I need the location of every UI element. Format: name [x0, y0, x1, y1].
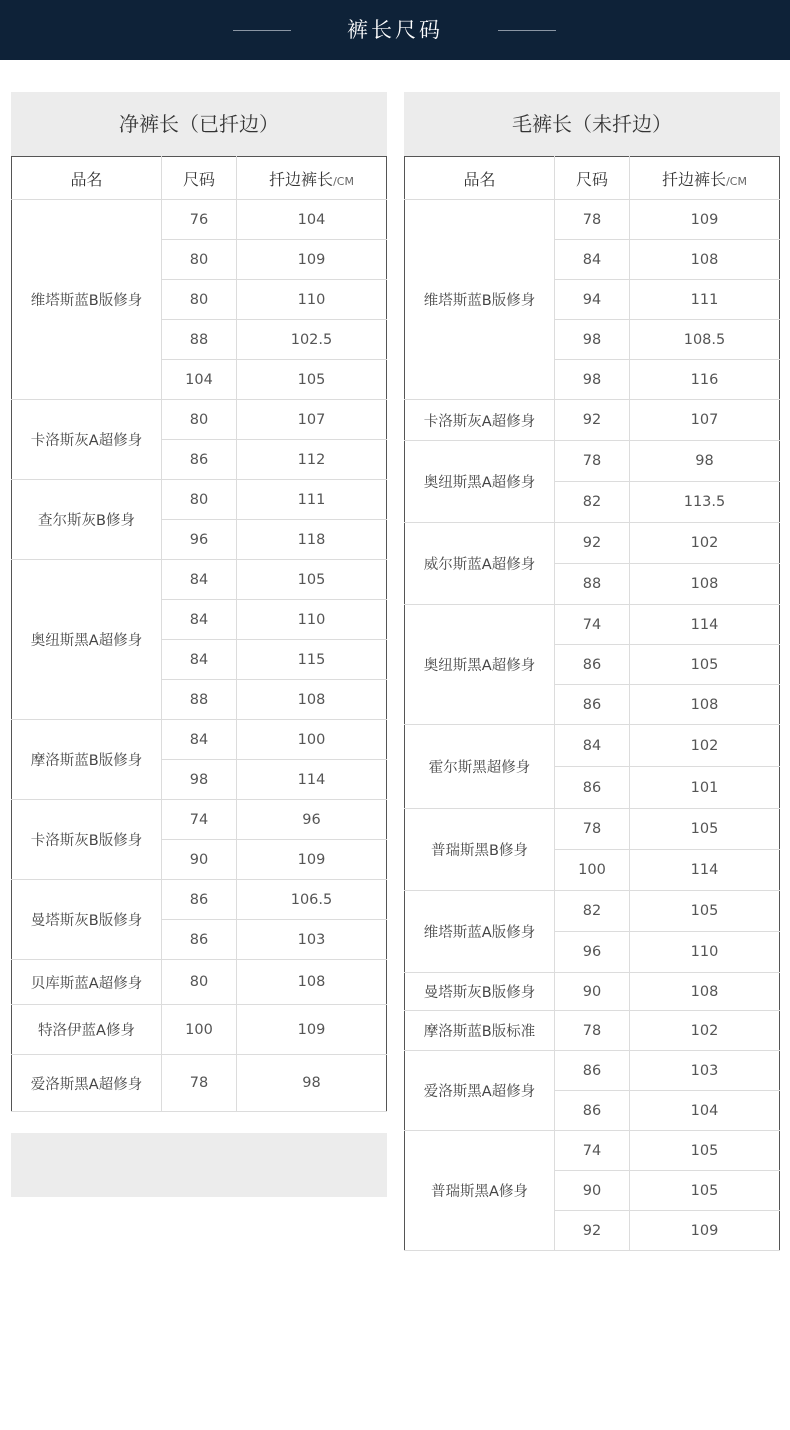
length-cell: 102: [630, 725, 780, 767]
length-cell: 106.5: [237, 880, 387, 920]
length-cell: 103: [237, 920, 387, 960]
size-cell: 90: [555, 973, 630, 1011]
length-cell: 110: [630, 932, 780, 973]
product-name: 奥纽斯黑A超修身: [12, 560, 162, 720]
product-name: 奥纽斯黑A超修身: [405, 441, 555, 523]
length-cell: 100: [237, 720, 387, 760]
length-cell: 101: [630, 767, 780, 809]
length-cell: 113.5: [630, 482, 780, 523]
size-cell: 86: [555, 645, 630, 685]
size-cell: 76: [162, 200, 237, 240]
length-cell: 114: [237, 760, 387, 800]
size-cell: 92: [555, 1211, 630, 1251]
length-cell: 108.5: [630, 320, 780, 360]
table-header-row: [405, 157, 780, 200]
product-name: 威尔斯蓝A超修身: [405, 523, 555, 605]
table-row: [405, 1011, 780, 1051]
length-cell: 111: [237, 480, 387, 520]
table-row: [12, 1005, 387, 1055]
length-cell: 102.5: [237, 320, 387, 360]
size-cell: 98: [555, 320, 630, 360]
size-cell: 100: [162, 1005, 237, 1055]
size-cell: 88: [162, 320, 237, 360]
table-row: [405, 400, 780, 441]
table-row: [405, 973, 780, 1011]
product-name: 霍尔斯黑超修身: [405, 725, 555, 809]
length-cell: 104: [630, 1091, 780, 1131]
table-row: [405, 441, 780, 482]
length-cell: 98: [630, 441, 780, 482]
table-row: [12, 200, 387, 240]
table-row: [405, 200, 780, 240]
length-cell: 107: [237, 400, 387, 440]
product-name: 普瑞斯黑A修身: [405, 1131, 555, 1251]
page-title: 裤长尺码: [347, 18, 443, 42]
size-cell: 96: [162, 520, 237, 560]
size-cell: 74: [555, 1131, 630, 1171]
length-cell: 105: [630, 1131, 780, 1171]
header-length-label: 扦边裤长: [662, 169, 727, 189]
length-cell: 105: [630, 645, 780, 685]
table-header-row: [12, 157, 387, 200]
product-name: 曼塔斯灰B版修身: [12, 880, 162, 960]
length-cell: 108: [237, 960, 387, 1005]
length-cell: 108: [630, 973, 780, 1011]
product-name: 卡洛斯灰B版修身: [12, 800, 162, 880]
product-name: 普瑞斯黑B修身: [405, 809, 555, 891]
size-cell: 82: [555, 482, 630, 523]
table-row: [12, 560, 387, 600]
table-row: [405, 725, 780, 767]
product-name: 摩洛斯蓝B版标准: [405, 1011, 555, 1051]
length-cell: 105: [630, 809, 780, 850]
table-row: [12, 1055, 387, 1112]
length-cell: 118: [237, 520, 387, 560]
size-cell: 84: [162, 600, 237, 640]
length-cell: 107: [630, 400, 780, 441]
product-name: 摩洛斯蓝B版修身: [12, 720, 162, 800]
header-name: 品名: [405, 157, 555, 200]
table-row: [12, 800, 387, 840]
length-cell: 108: [630, 685, 780, 725]
size-cell: 84: [555, 725, 630, 767]
size-cell: 80: [162, 960, 237, 1005]
product-name: 曼塔斯灰B版修身: [405, 973, 555, 1011]
size-cell: 90: [555, 1171, 630, 1211]
net-length-title: 净裤长（已扦边）: [11, 92, 387, 156]
size-cell: 82: [555, 891, 630, 932]
length-cell: 109: [237, 240, 387, 280]
gross-length-title: 毛裤长（未扦边）: [404, 92, 780, 156]
size-cell: 74: [162, 800, 237, 840]
length-cell: 103: [630, 1051, 780, 1091]
length-cell: 105: [237, 560, 387, 600]
table-row: [12, 880, 387, 920]
length-cell: 108: [237, 680, 387, 720]
table-row: [405, 1051, 780, 1091]
size-cell: 80: [162, 240, 237, 280]
length-cell: 98: [237, 1055, 387, 1112]
size-cell: 74: [555, 605, 630, 645]
size-cell: 92: [555, 523, 630, 564]
length-cell: 105: [237, 360, 387, 400]
size-cell: 94: [555, 280, 630, 320]
size-cell: 104: [162, 360, 237, 400]
size-cell: 98: [162, 760, 237, 800]
product-name: 爱洛斯黑A超修身: [405, 1051, 555, 1131]
header-name: 品名: [12, 157, 162, 200]
size-cell: 100: [555, 850, 630, 891]
product-name: 维塔斯蓝A版修身: [405, 891, 555, 973]
size-cell: 78: [555, 441, 630, 482]
product-name: 特洛伊蓝A修身: [12, 1005, 162, 1055]
size-cell: 84: [162, 720, 237, 760]
header-length-label: 扦边裤长: [269, 169, 334, 189]
net-length-table: [11, 156, 387, 1112]
length-cell: 105: [630, 1171, 780, 1211]
header-size: 尺码: [162, 157, 237, 200]
table-row: [12, 960, 387, 1005]
size-cell: 86: [555, 767, 630, 809]
table-row: [12, 400, 387, 440]
product-name: 卡洛斯灰A超修身: [405, 400, 555, 441]
product-name: 奥纽斯黑A超修身: [405, 605, 555, 725]
length-cell: 116: [630, 360, 780, 400]
header-length: [237, 157, 387, 200]
table-row: [12, 720, 387, 760]
length-cell: 108: [630, 240, 780, 280]
product-name: 维塔斯蓝B版修身: [405, 200, 555, 400]
gross-length-table: [404, 156, 780, 1251]
size-cell: 88: [162, 680, 237, 720]
length-cell: 96: [237, 800, 387, 840]
table-row: [405, 891, 780, 932]
size-cell: 78: [555, 200, 630, 240]
net-length-panel: [11, 92, 387, 1112]
header-size: 尺码: [555, 157, 630, 200]
net-panel-footer: [11, 1133, 387, 1197]
table-row: [405, 809, 780, 850]
size-cell: 92: [555, 400, 630, 441]
size-cell: 86: [162, 440, 237, 480]
length-cell: 111: [630, 280, 780, 320]
size-cell: 86: [555, 1091, 630, 1131]
size-cell: 90: [162, 840, 237, 880]
header-unit: /CM: [726, 174, 747, 188]
size-cell: 80: [162, 400, 237, 440]
length-cell: 110: [237, 600, 387, 640]
length-cell: 108: [630, 564, 780, 605]
length-cell: 110: [237, 280, 387, 320]
table-row: [405, 605, 780, 645]
length-cell: 105: [630, 891, 780, 932]
length-cell: 104: [237, 200, 387, 240]
product-name: 卡洛斯灰A超修身: [12, 400, 162, 480]
size-cell: 84: [162, 560, 237, 600]
table-row: [405, 523, 780, 564]
length-cell: 109: [237, 1005, 387, 1055]
size-cell: 86: [555, 1051, 630, 1091]
size-cell: 86: [162, 880, 237, 920]
size-cell: 96: [555, 932, 630, 973]
product-name: 查尔斯灰B修身: [12, 480, 162, 560]
size-cell: 88: [555, 564, 630, 605]
table-row: [405, 1131, 780, 1171]
size-cell: 80: [162, 280, 237, 320]
header-unit: /CM: [333, 174, 354, 188]
length-cell: 115: [237, 640, 387, 680]
length-cell: 109: [630, 200, 780, 240]
gross-length-panel: [404, 92, 780, 1251]
header-length: [630, 157, 780, 200]
size-cell: 78: [162, 1055, 237, 1112]
size-cell: 86: [162, 920, 237, 960]
size-cell: 84: [555, 240, 630, 280]
header-banner: [0, 0, 790, 60]
length-cell: 109: [237, 840, 387, 880]
length-cell: 102: [630, 523, 780, 564]
product-name: 爱洛斯黑A超修身: [12, 1055, 162, 1112]
size-cell: 80: [162, 480, 237, 520]
size-cell: 84: [162, 640, 237, 680]
table-row: [12, 480, 387, 520]
length-cell: 114: [630, 850, 780, 891]
size-cell: 78: [555, 1011, 630, 1051]
length-cell: 112: [237, 440, 387, 480]
size-cell: 78: [555, 809, 630, 850]
size-cell: 98: [555, 360, 630, 400]
length-cell: 102: [630, 1011, 780, 1051]
length-cell: 114: [630, 605, 780, 645]
length-cell: 109: [630, 1211, 780, 1251]
product-name: 维塔斯蓝B版修身: [12, 200, 162, 400]
size-cell: 86: [555, 685, 630, 725]
banner-divider-right: [498, 30, 556, 31]
product-name: 贝库斯蓝A超修身: [12, 960, 162, 1005]
